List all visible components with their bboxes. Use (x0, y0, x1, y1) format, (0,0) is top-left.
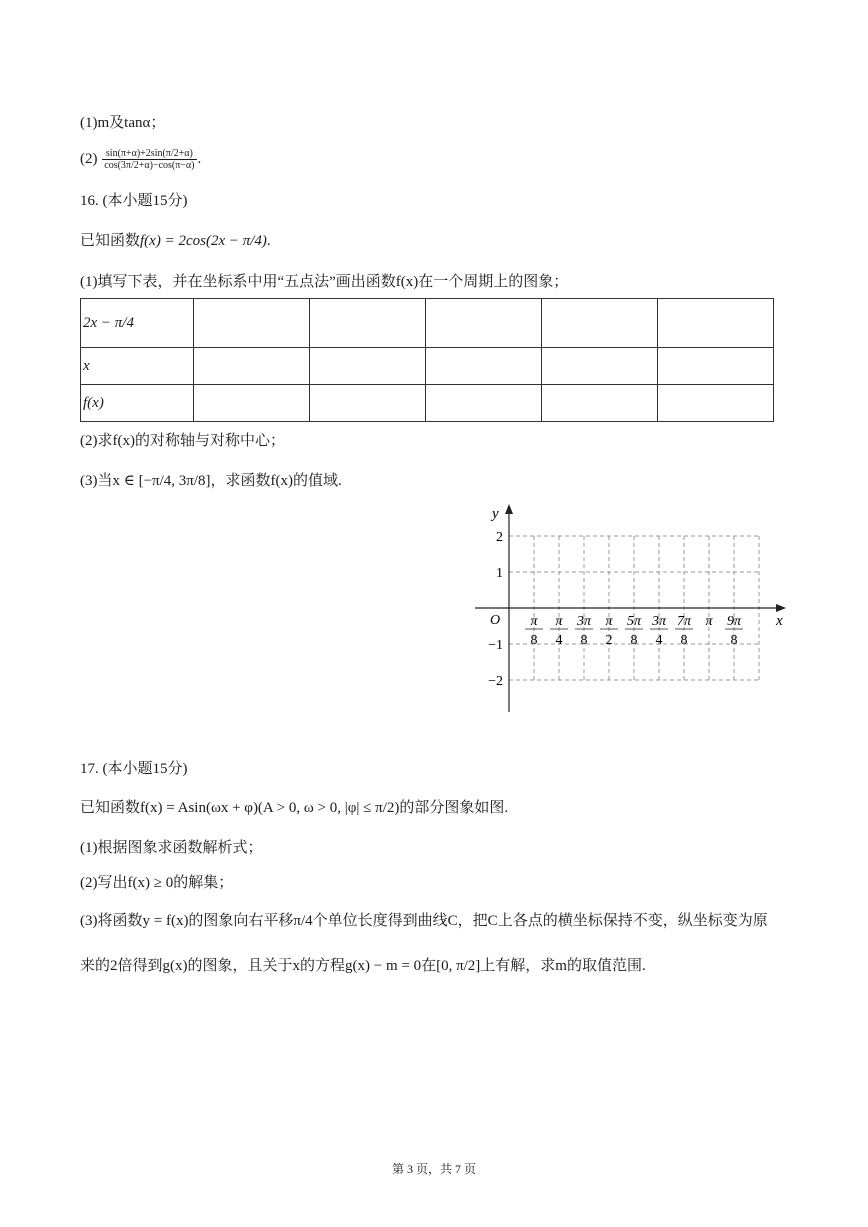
x-tick-numerator: π (530, 614, 538, 629)
q16-intro: 已知函数f(x) = 2cos(2x − π/4). (80, 233, 271, 249)
q15-part2-denominator: cos(3π/2+α)−cos(π−α) (104, 160, 195, 171)
y-tick-label: −1 (488, 638, 503, 653)
table-cell[interactable] (542, 299, 658, 348)
q15-part2-numerator: sin(π+α)+2sin(π/2+α) (102, 148, 196, 160)
q16-part3: (3)当x ∈ [−π/4, 3π/8]，求函数f(x)的值域. (80, 473, 342, 489)
table-row (81, 348, 774, 385)
q17-part3-line1: (3)将函数y = f(x)的图象向右平移π/4个单位长度得到曲线C，把C上各点的横坐标保持不变，纵坐标变为原 (80, 913, 768, 929)
x-tick-denominator: 8 (580, 633, 588, 648)
table-cell[interactable] (194, 348, 310, 385)
q17-part1: (1)根据图象求函数解析式； (80, 840, 263, 856)
q17-part3-line2: 来的2倍得到g(x)的图象，且关于x的方程g(x) − m = 0在[0, π/2]上有解，求m的取值范围. (80, 958, 646, 974)
x-tick-numerator: π (555, 614, 563, 629)
table-row (81, 385, 774, 422)
x-tick-numerator: 7π (676, 614, 692, 629)
x-tick-numerator: π (605, 614, 613, 629)
table-cell[interactable] (542, 385, 658, 422)
table-cell[interactable] (426, 299, 542, 348)
q16-intro-prefix: 已知函数 (80, 233, 141, 249)
x-tick-denominator: 8 (530, 633, 538, 648)
table-row (81, 299, 774, 348)
table-row-header: x (81, 348, 194, 385)
x-tick-denominator: 8 (630, 633, 638, 648)
table-row-header: 2x − π/4 (81, 299, 194, 348)
q15-part2: (2) $\frac{\sin(\pi+\alpha)+2\sin(\pi/2+\alpha)}{\cos(3\pi/2+\alpha)-\cos(\pi-\alpha)}$ . (80, 148, 202, 171)
x-tick-numerator: 9π (726, 614, 742, 629)
x-tick-numerator: 5π (626, 614, 642, 629)
table-row-header: f(x) (81, 385, 194, 422)
y-axis-arrow-icon (505, 504, 513, 514)
page-footer: 第 3 页，共 7 页 (391, 1162, 476, 1176)
table-cell[interactable] (310, 348, 426, 385)
y-tick-label: −2 (488, 674, 503, 689)
table-cell[interactable] (194, 385, 310, 422)
q15-part2-label: (2) (80, 150, 98, 167)
table-cell[interactable] (658, 299, 774, 348)
q16-function: f(x) = 2cos(2x − π/4) (140, 233, 267, 249)
origin-label: O (490, 613, 501, 628)
table-cell[interactable] (426, 348, 542, 385)
q16-part2: (2)求f(x)的对称轴与对称中心； (80, 433, 285, 449)
x-tick-denominator: 8 (680, 633, 688, 648)
q17-part2: (2)写出f(x) ≥ 0的解集； (80, 875, 234, 891)
table-cell[interactable] (194, 299, 310, 348)
x-axis-arrow-icon (776, 604, 786, 612)
coordinate-grid (470, 500, 800, 715)
x-tick-denominator: 8 (730, 633, 738, 648)
q17-header: 17. (本小题15分) (80, 761, 188, 777)
table-cell[interactable] (310, 385, 426, 422)
q16-part1: (1)填写下表，并在坐标系中用“五点法”画出函数f(x)在一个周期上的图象； (80, 274, 569, 290)
q16-header: 16. (本小题15分) (80, 193, 188, 209)
y-axis-label: y (492, 506, 499, 522)
table-cell[interactable] (426, 385, 542, 422)
q15-part1: (1)m及tanα； (80, 115, 166, 131)
table-cell[interactable] (658, 348, 774, 385)
q15-part2-fraction (102, 148, 196, 171)
y-tick-label: 1 (496, 566, 503, 581)
x-tick-numerator: 3π (576, 614, 592, 629)
x-tick-numerator: 3π (651, 614, 667, 629)
y-tick-label: 2 (496, 530, 503, 545)
y-tick-labels (488, 530, 503, 689)
x-tick-numerator: π (705, 614, 713, 629)
x-axis-label: x (776, 613, 783, 629)
table-cell[interactable] (542, 348, 658, 385)
five-point-table (80, 298, 774, 422)
q17-intro: 已知函数f(x) = Asin(ωx + φ)(A > 0, ω > 0, |φ| ≤ π/2)的部分图象如图. (80, 800, 509, 816)
x-tick-denominator: 4 (555, 633, 563, 648)
x-tick-denominator: 4 (655, 633, 663, 648)
table-cell[interactable] (658, 385, 774, 422)
table-cell[interactable] (310, 299, 426, 348)
x-tick-denominator: 2 (605, 633, 613, 648)
